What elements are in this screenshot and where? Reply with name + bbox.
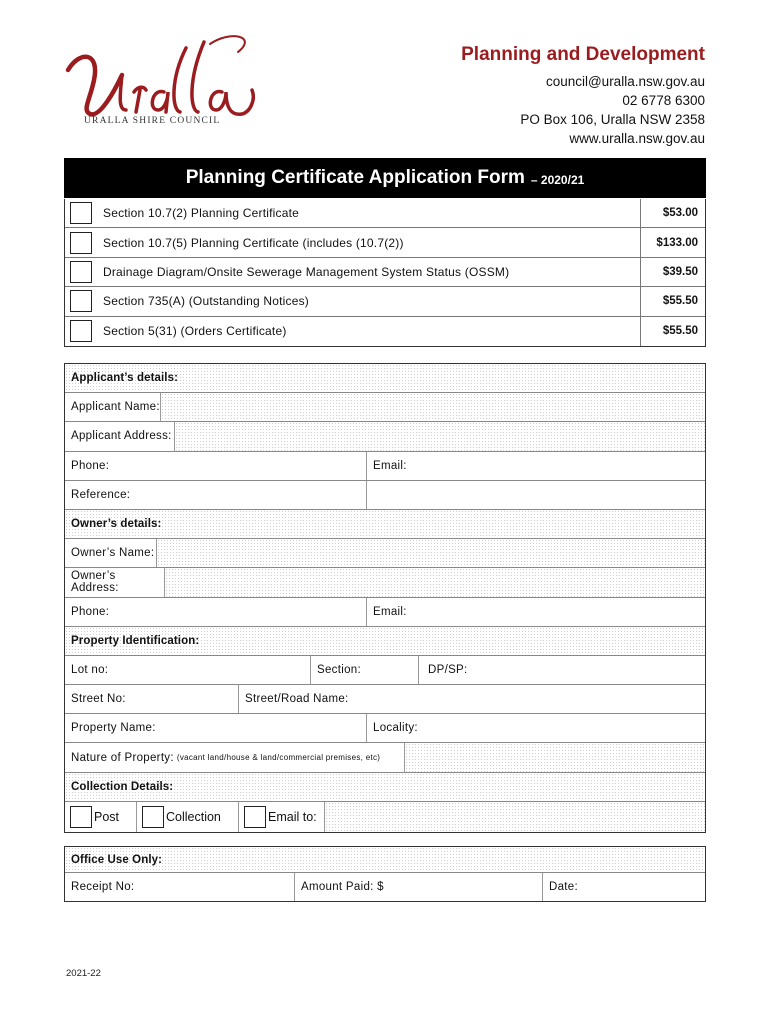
department-title: Planning and Development [461, 44, 705, 65]
form-row [65, 422, 705, 451]
owner-email-label[interactable]: Email: [373, 605, 407, 618]
email-to-label: Email to: [268, 809, 317, 824]
collection-post-option[interactable] [65, 802, 137, 832]
collection-checkbox[interactable] [142, 806, 164, 828]
office-heading: Office Use Only: [65, 847, 705, 872]
collection-collect-option[interactable] [137, 802, 239, 832]
property-heading: Property Identification: [65, 627, 705, 655]
applicant-reference-extra[interactable] [367, 481, 705, 509]
section-header-row [65, 847, 705, 873]
certificate-checkbox[interactable] [70, 320, 92, 342]
owner-name-label: Owner’s Name: [65, 539, 157, 567]
applicant-name-label: Applicant Name: [65, 393, 161, 421]
nature-of-property-field[interactable] [405, 743, 705, 771]
form-title-bar [64, 158, 706, 198]
footer-code: 2021-22 [66, 968, 101, 979]
form-row [65, 743, 705, 772]
applicant-name-field[interactable] [161, 393, 705, 421]
certificate-price: $39.50 [640, 258, 705, 286]
form-row [65, 598, 705, 627]
applicant-reference-label[interactable]: Reference: [65, 481, 367, 509]
street-no-label[interactable]: Street No: [65, 685, 239, 713]
contact-website[interactable]: www.uralla.nsw.gov.au [569, 131, 705, 146]
email-checkbox[interactable] [244, 806, 266, 828]
contact-block [461, 44, 705, 148]
certificate-label: Section 10.7(5) Planning Certificate (includes (10.7(2)) [103, 235, 404, 250]
section-header-row [65, 627, 705, 656]
form-title: Planning Certificate Application Form [185, 167, 525, 188]
nature-of-property-label [65, 743, 405, 771]
section-label[interactable]: Section: [311, 656, 419, 684]
section-header-row [65, 364, 705, 393]
owner-phone-label[interactable]: Phone: [65, 598, 367, 626]
nature-label: Nature of Property: [71, 751, 174, 764]
form-row [65, 656, 705, 685]
owner-heading: Owner’s details: [65, 510, 705, 538]
owner-address-field[interactable] [165, 568, 705, 596]
certificate-checkbox[interactable] [70, 202, 92, 224]
property-name-label[interactable]: Property Name: [65, 714, 367, 742]
collection-label: Collection [166, 809, 221, 824]
certificate-row [65, 317, 705, 346]
applicant-email-label[interactable]: Email: [373, 459, 407, 472]
form-row [65, 873, 705, 901]
contact-email[interactable]: council@uralla.nsw.gov.au [545, 74, 705, 89]
section-header-row [65, 773, 705, 802]
certificate-row [65, 287, 705, 316]
owner-name-field[interactable] [157, 539, 705, 567]
dp-sp-label[interactable]: DP/SP: [428, 663, 468, 676]
post-checkbox[interactable] [70, 806, 92, 828]
applicant-heading: Applicant’s details: [65, 364, 705, 392]
certificate-row [65, 228, 705, 257]
certificate-price: $53.00 [640, 199, 705, 227]
form-row [65, 452, 705, 481]
street-name-label[interactable]: Street/Road Name: [245, 693, 349, 706]
certificate-checkbox[interactable] [70, 232, 92, 254]
certificate-price: $55.50 [640, 317, 705, 346]
lot-no-label[interactable]: Lot no: [65, 656, 311, 684]
receipt-no-label[interactable]: Receipt No: [65, 873, 295, 901]
logo-subtitle: URALLA SHIRE COUNCIL [84, 116, 221, 126]
council-logo [60, 30, 260, 140]
certificate-label: Drainage Diagram/Onsite Sewerage Management System Status (OSSM) [103, 264, 510, 279]
certificate-options [64, 199, 706, 347]
contact-address: PO Box 106, Uralla NSW 2358 [520, 112, 705, 127]
form-row [65, 481, 705, 510]
date-label[interactable]: Date: [549, 881, 578, 893]
locality-label[interactable]: Locality: [373, 722, 418, 735]
certificate-row [65, 199, 705, 228]
form-row [65, 393, 705, 422]
certificate-checkbox[interactable] [70, 261, 92, 283]
certificate-label: Section 10.7(2) Planning Certificate [103, 206, 299, 221]
certificate-price: $133.00 [640, 228, 705, 256]
certificate-label: Section 735(A) (Outstanding Notices) [103, 294, 309, 309]
owner-address-label: Owner’s Address: [65, 568, 165, 596]
form-row [65, 568, 705, 597]
form-row [65, 714, 705, 743]
application-form [64, 363, 706, 833]
certificate-price: $55.50 [640, 287, 705, 315]
nature-hint: (vacant land/house & land/commercial premises, etc) [176, 753, 381, 763]
collection-email-option[interactable] [239, 802, 325, 832]
certificate-label: Section 5(31) (Orders Certificate) [103, 324, 287, 339]
certificate-row [65, 258, 705, 287]
section-header-row [65, 510, 705, 539]
email-to-field[interactable] [325, 802, 705, 832]
form-year: – 2020/21 [530, 173, 585, 187]
collection-heading: Collection Details: [65, 773, 705, 801]
form-row [65, 539, 705, 568]
collection-options-row [65, 802, 705, 832]
applicant-address-field[interactable] [175, 422, 705, 450]
contact-phone: 02 6778 6300 [622, 93, 705, 108]
post-label: Post [94, 809, 120, 824]
applicant-address-label: Applicant Address: [65, 422, 175, 450]
amount-paid-label[interactable]: Amount Paid: $ [295, 873, 543, 901]
applicant-phone-label[interactable]: Phone: [65, 452, 367, 480]
certificate-checkbox[interactable] [70, 290, 92, 312]
office-use-section [64, 846, 706, 902]
form-row [65, 685, 705, 714]
